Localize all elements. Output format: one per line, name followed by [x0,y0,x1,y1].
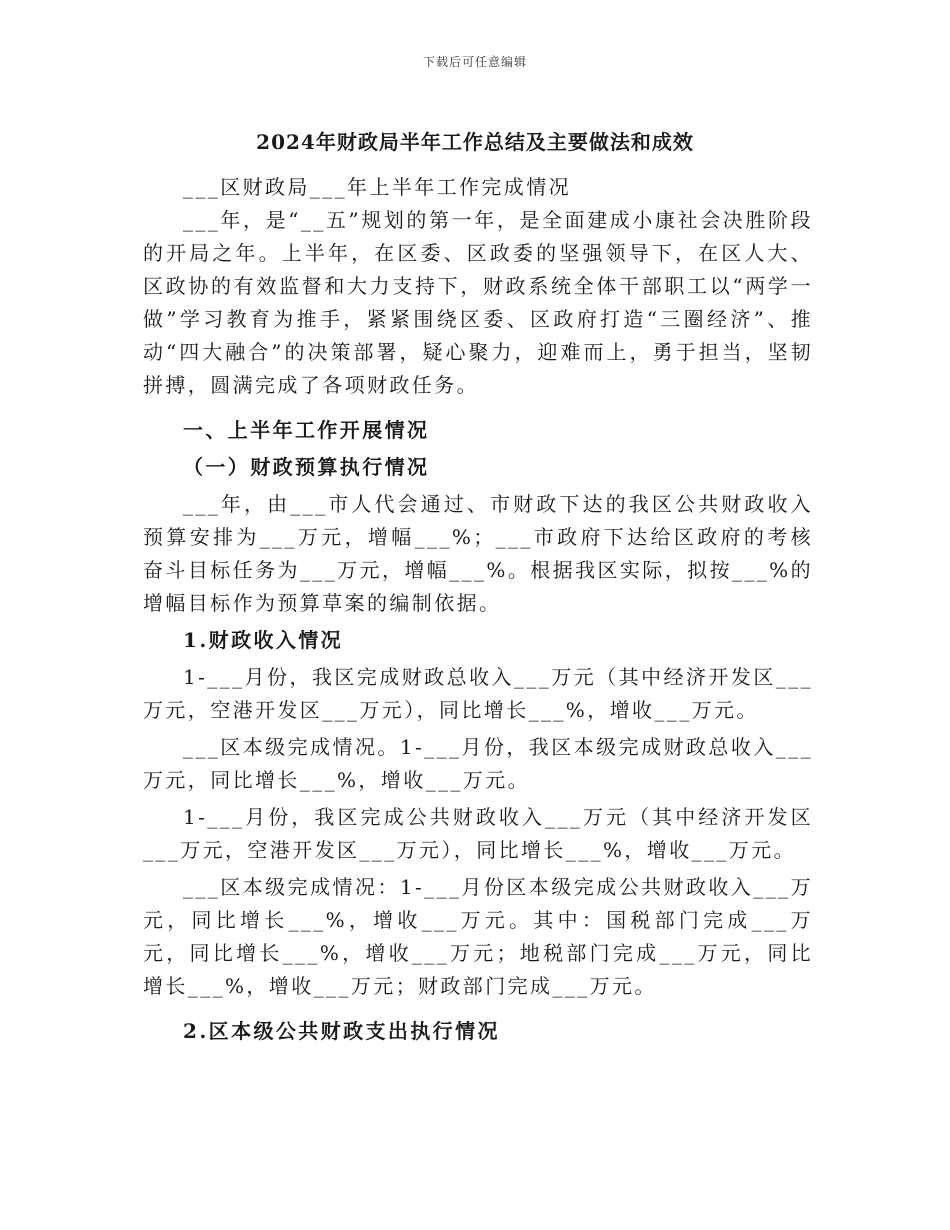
item-heading-revenue: 1.财政收入情况 [183,628,344,652]
budget-paragraph: ___年，由___市人代会通过、市财政下达的我区公共财政收入预算安排为___万元，增幅___%；___市政府下达给区政府的考核奋斗目标任务为___万元，增幅___%。根据我区实际，拟按___%的增幅目标作为预算草案的编制依据。 [143,492,813,615]
header-note: 下载后可任意编辑 [422,55,527,69]
revenue-paragraph-3: 1-___月份，我区完成公共财政收入___万元（其中经济开发区___万元，空港开发区___万元），同比增长___%，增收___万元。 [143,805,813,862]
section-heading-1: 一、上半年工作开展情况 [183,418,430,442]
revenue-paragraph-2: ___区本级完成情况。1-___月份，我区本级完成财政总收入___万元，同比增长___%，增收___万元。 [143,735,813,792]
document-body [143,171,813,1048]
subsection-heading-1: （一）财政预算执行情况 [183,455,430,479]
intro-paragraph: ___年，是“__五”规划的第一年，是全面建成小康社会决胜阶段的开局之年。上半年，在区委、区政委的坚强领导下，在区人大、区政协的有效监督和大力支持下，财政系统全体干部职工以“两学一做”学习教育为推手，紧紧围绕区委、区政府打造“三圈经济”、推动“四大融合”的决策部署，疑心聚力，迎难而上，勇于担当，坚韧拼搏，圆满完成了各项财政任务。 [143,208,813,397]
revenue-paragraph-1: 1-___月份，我区完成财政总收入___万元（其中经济开发区___万元，空港开发区___万元），同比增长___%，增收___万元。 [143,665,813,722]
subtitle-paragraph: ___区财政局___年上半年工作完成情况 [183,175,571,199]
item-heading-expenditure: 2.区本级公共财政支出执行情况 [183,1019,500,1043]
revenue-paragraph-4: ___区本级完成情况：1-___月份区本级完成公共财政收入___万元，同比增长___%，增收___万元。其中：国税部门完成___万元，同比增长___%，增收___万元；地税部门完成___万元，同比增长___%，增收___万元；财政部门完成___万元。 [143,875,813,998]
document-title: 2024年财政局半年工作总结及主要做法和成效 [256,130,694,154]
